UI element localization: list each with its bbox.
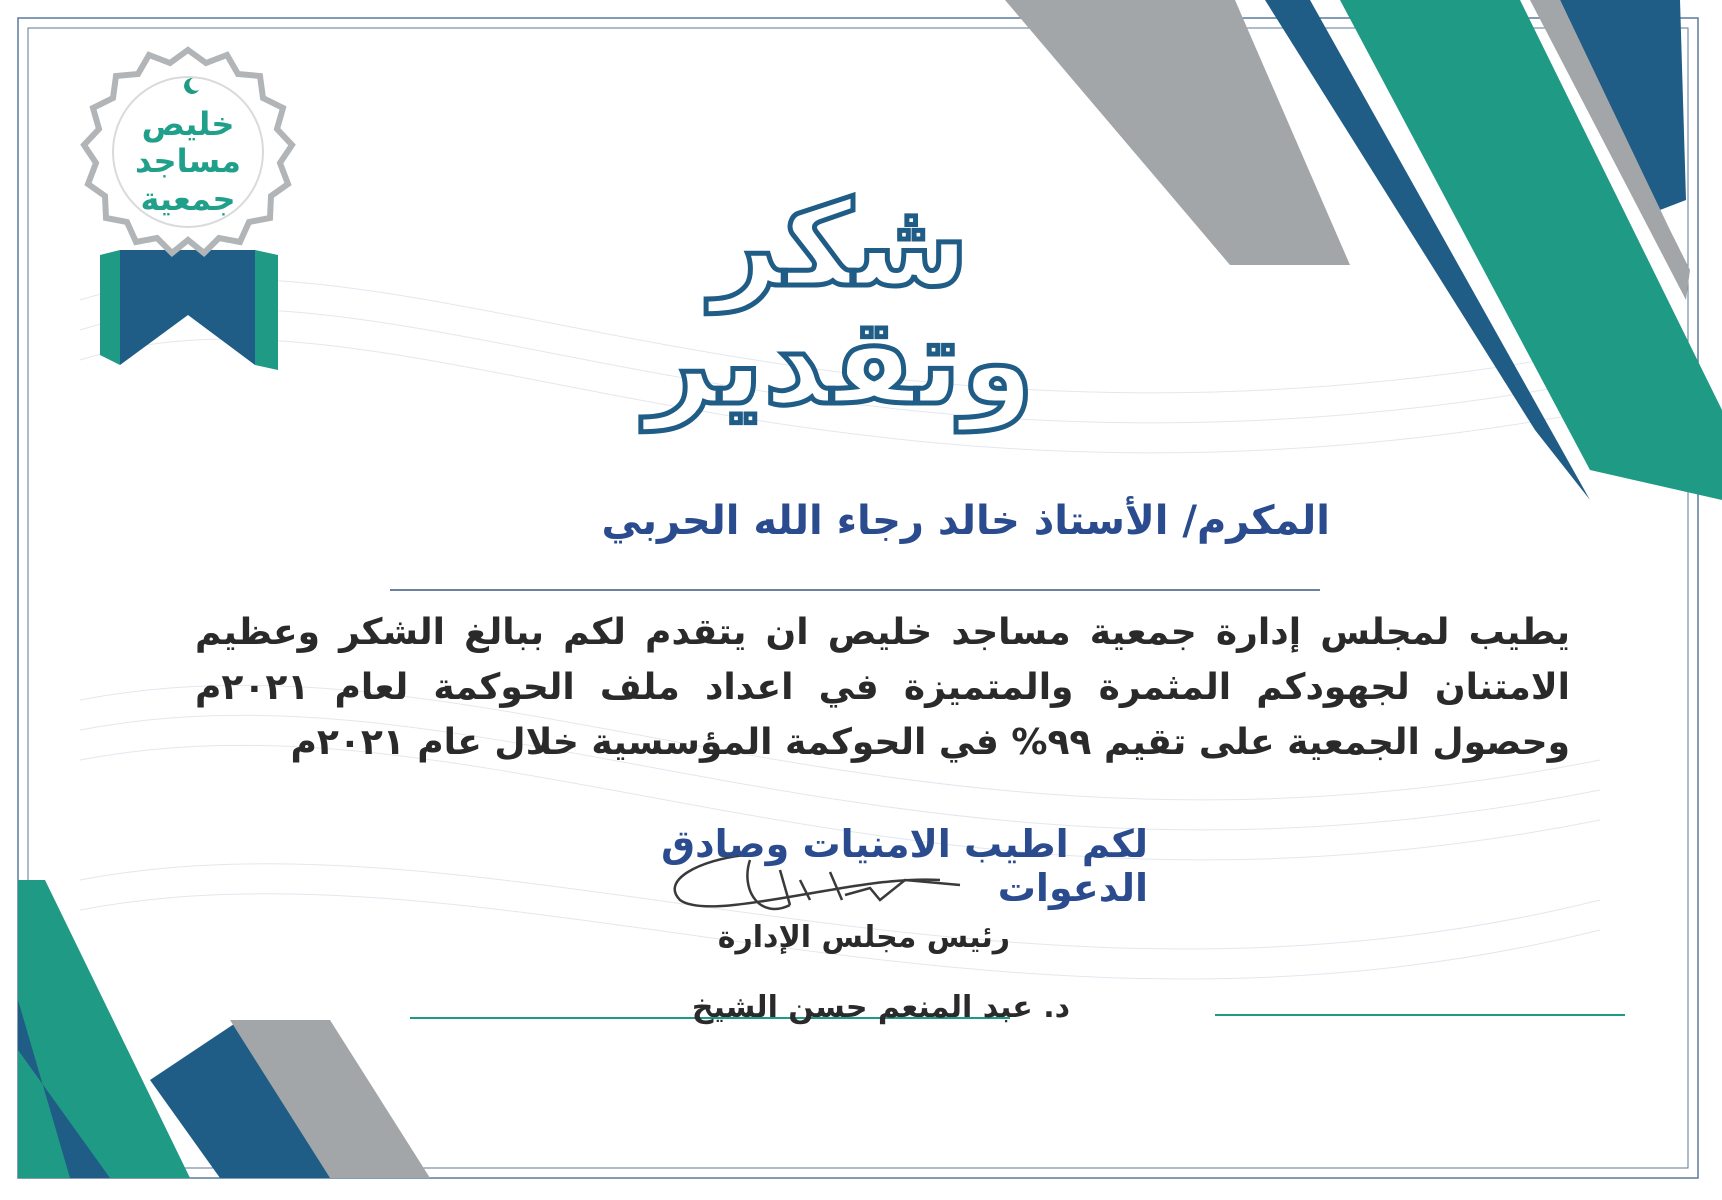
seal-ribbon-teal-right — [255, 250, 278, 370]
seal-ribbon-teal-left — [100, 250, 120, 365]
seal-line-2: مساجد — [135, 142, 241, 180]
bottom-left-ribbons — [18, 880, 430, 1178]
closing-wishes: لكم اطيب الامنيات وصادق الدعوات — [661, 822, 1148, 910]
certificate-title: شكر وتقدير — [645, 175, 1035, 431]
seal-line-1: خليص — [141, 105, 235, 143]
seal-ribbon-navy — [120, 250, 255, 365]
signatory-title: رئيس مجلس الإدارة — [717, 920, 1010, 955]
signatory-name: د. عبد المنعم حسن الشيخ — [691, 990, 1070, 1025]
recipient-name: المكرم/ الأستاذ خالد رجاء الله الحربي — [601, 498, 1330, 544]
certificate-body: يطيب لمجلس إدارة جمعية مساجد خليص ان يتقدم لكم ببالغ الشكر وعظيم الامتنان لجهودكم المثمرة والمتميزة في اعداد ملف الحوكمة لعام ٢٠٢١م وحصول الجمعية على تقيم ٩٩% في الحوكمة المؤسسية خلال عام ٢٠٢١م — [195, 612, 1570, 763]
seal-logo — [84, 50, 292, 370]
seal-line-3: جمعية — [140, 180, 236, 218]
